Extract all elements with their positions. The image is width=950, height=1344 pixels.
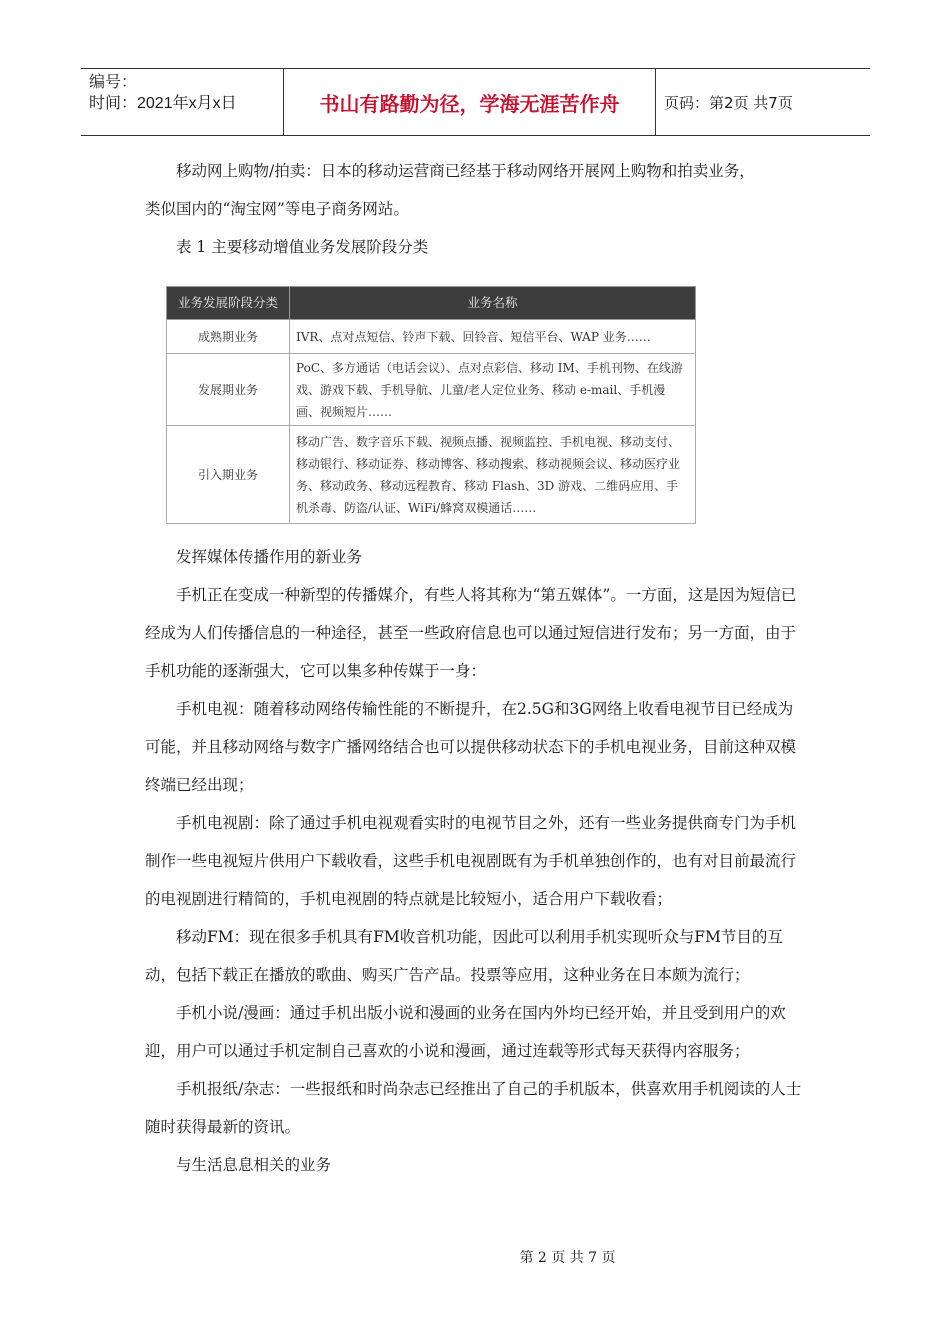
table-cell-stage: 成熟期业务 xyxy=(167,320,290,354)
paragraph-shopping-line1: 移动网上购物/拍卖：日本的移动运营商已经基于移动网络开展网上购物和拍卖业务， xyxy=(176,162,755,180)
table-cell-services: PoC、多方通话（电话会议）、点对点彩信、移动 IM、手机刊物、在线游戏、游戏下载、手机导航、儿童/老人定位业务、移动 e-mail、手机漫画、视频短片…… xyxy=(290,354,696,426)
table-header-row xyxy=(167,287,696,320)
table-cell-services: 移动广告、数字音乐下载、视频点播、视频监控、手机电视、移动支付、移动银行、移动证券、移动博客、移动搜索、移动视频会议、移动医疗业务、移动政务、移动远程教育、移动 Flash、3D 游戏、二维码应用、手机杀毒、防盗/认证、WiFi/蜂窝双模通话…… xyxy=(290,426,696,524)
header-page-info: 页码：第2页 共7页 xyxy=(664,93,793,112)
paragraph-fifth-media: 手机正在变成一种新型的传播媒介，有些人将其称为“第五媒体”。一方面，这是因为短信已经成为人们传播信息的一种途径，甚至一些政府信息也可以通过短信进行发布；另一方面，由于手机功能的逐渐强大，它可以集多种传媒于一身： xyxy=(145,586,797,680)
paragraph-mobile-drama: 手机电视剧：除了通过手机电视观看实时的电视节目之外，还有一些业务提供商专门为手机制作一些电视短片供用户下载收看，这些手机电视剧既有为手机单独创作的，也有对目前最流行的电视剧进行精简的，手机电视剧的特点就是比较短小，适合用户下载收看； xyxy=(145,814,797,908)
document-number-label: 编号： xyxy=(89,74,138,91)
paragraph-mobile-newspaper: 手机报纸/杂志：一些报纸和时尚杂志已经推出了自己的手机版本，供喜欢用手机阅读的人士随时获得最新的资讯。 xyxy=(145,1080,802,1136)
document-date-label: 时间：2021年x月x日 xyxy=(89,95,237,112)
header-left-cell xyxy=(81,69,283,135)
table-cell-services: IVR、点对点短信、铃声下载、回铃音、短信平台、WAP 业务…… xyxy=(290,320,696,354)
paragraph-mobile-novel: 手机小说/漫画：通过手机出版小说和漫画的业务在国内外均已经开始，并且受到用户的欢迎，用户可以通过手机定制自己喜欢的小说和漫画，通过连载等形式每天获得内容服务； xyxy=(145,1004,786,1060)
section-heading-media: 发挥媒体传播作用的新业务 xyxy=(176,548,363,566)
paragraph-mobile-fm: 移动FM：现在很多手机具有FM收音机功能，因此可以利用手机实现听众与FM节目的互动，包括下载正在播放的歌曲、购买广告产品。投票等应用，这种业务在日本颇为流行； xyxy=(145,928,783,984)
paragraph-shopping-line2: 类似国内的“淘宝网”等电子商务网站。 xyxy=(145,200,409,218)
table-cell-stage: 发展期业务 xyxy=(167,354,290,426)
table-row xyxy=(167,426,696,524)
service-stage-table xyxy=(166,286,696,524)
header-motto: 书山有路勤为径，学海无涯苦作舟 xyxy=(283,69,656,135)
table-row xyxy=(167,320,696,354)
document-body xyxy=(145,152,805,1184)
table-header-services: 业务名称 xyxy=(290,287,696,320)
page-footer: 第 2 页 共 7 页 xyxy=(519,1250,616,1266)
table-caption: 表 1 主要移动增值业务发展阶段分类 xyxy=(176,238,429,256)
table-row xyxy=(167,354,696,426)
paragraph-mobile-tv: 手机电视：随着移动网络传输性能的不断提升，在2.5G和3G网络上收看电视节目已经成为可能，并且移动网络与数字广播网络结合也可以提供移动状态下的手机电视业务，目前这种双模终端已经出现； xyxy=(145,700,797,794)
section-heading-life: 与生活息息相关的业务 xyxy=(176,1156,332,1174)
table-cell-stage: 引入期业务 xyxy=(167,426,290,524)
table-header-stage: 业务发展阶段分类 xyxy=(167,287,290,320)
page-header xyxy=(81,68,870,136)
